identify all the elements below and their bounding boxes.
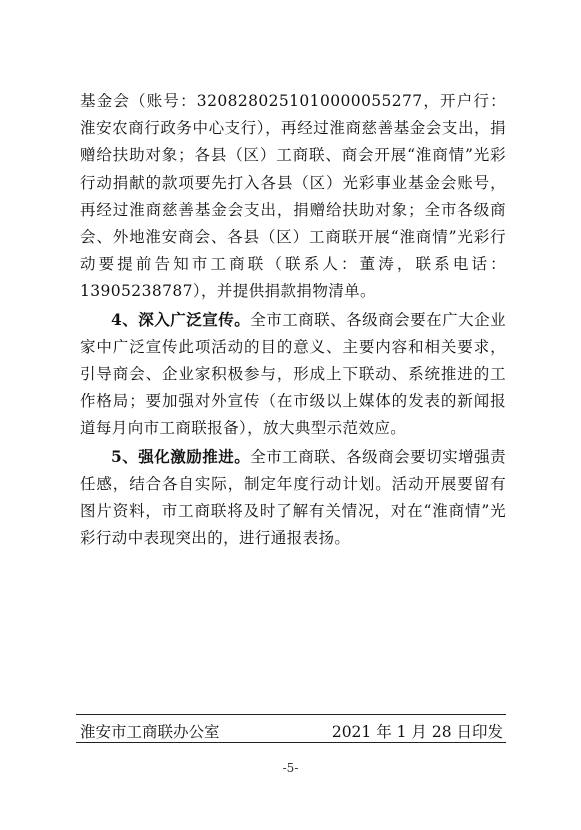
footer-rule-top <box>76 714 506 715</box>
section-item-4 <box>80 306 506 443</box>
paragraph-continued: 基金会（账号：3208280251010000055277，开户行：淮安农商行政务中心支行），再经过淮商慈善基金会支出，捐赠给扶助对象；各县（区）工商联、商会开展“淮商情”光彩行动捐献的款项要先打入各县（区）光彩事业基金会账号，再经过淮商慈善基金会支出，捐赠给扶助对象；全市各级商会、外地淮安商会、各县（区）工商联开展“淮商情”光彩行动要提前告知市工商联（联系人：董涛，联系电话：13905238787），并提供捐款捐物清单。 <box>80 92 506 301</box>
footer-date: 2021 年 1 月 28 日印发 <box>331 723 503 741</box>
item-4-body: 全市工商联、各级商会要在广大企业家中广泛宣传此项活动的目的意义、主要内容和相关要求，引导商会、企业家积极参与，形成上下联动、系统推进的工作格局；要加强对外宣传（在市级以上媒体的发表的新闻报道每月向市工商联报备），放大典型示范效应。 <box>80 310 506 438</box>
section-item-5 <box>80 443 506 553</box>
document-body <box>80 88 506 552</box>
footer-issuer: 淮安市工商联办公室 <box>80 723 220 741</box>
item-5-heading: 5、强化激励推进。 <box>111 446 251 466</box>
footer-rule-bottom <box>76 742 506 743</box>
item-4-heading: 4、深入广泛宣传。 <box>111 309 251 329</box>
page-number: -5- <box>282 761 299 775</box>
item-5-body: 全市工商联、各级商会要切实增强责任感，结合各自实际，制定年度行动计划。活动开展要留有图片资料，市工商联将及时了解有关情况，对在“淮商情”光彩行动中表现突出的，进行通报表扬。 <box>80 447 506 548</box>
